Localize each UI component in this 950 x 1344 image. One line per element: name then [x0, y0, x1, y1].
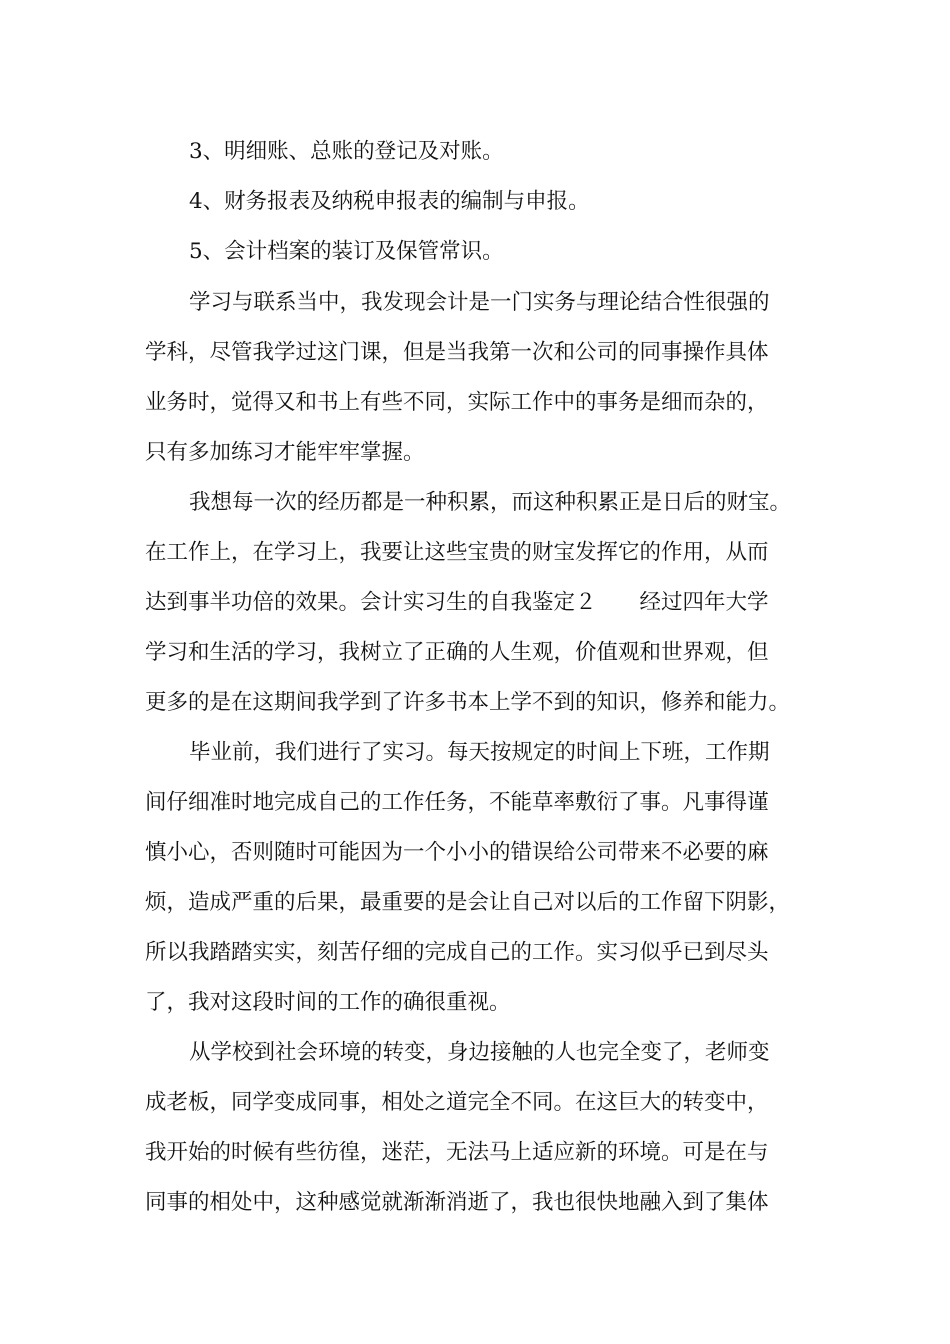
paragraph-line: 学习和生活的学习，我树立了正确的人生观，价值观和世界观，但: [145, 640, 769, 665]
paragraph-line: 更多的是在这期间我学到了许多书本上学不到的知识，修养和能力。: [145, 690, 791, 715]
paragraph-line: 间仔细准时地完成自己的工作任务，不能草率敷衍了事。凡事得谨: [145, 790, 769, 815]
paragraph-line: 毕业前，我们进行了实习。每天按规定的时间上下班，工作期: [189, 740, 770, 765]
paragraph-line: 同事的相处中，这种感觉就渐渐消逝了，我也很快地融入到了集体: [145, 1190, 769, 1215]
list-item-financial-statements: 4、财务报表及纳税申报表的编制与申报。: [189, 189, 590, 214]
paragraph-line: 烦，造成严重的后果，最重要的是会让自己对以后的工作留下阴影，: [145, 890, 791, 915]
paragraph-line: 达到事半功倍的效果。会计实习生的自我鉴定２ 经过四年大学: [145, 590, 769, 615]
paragraph-line: 业务时，觉得又和书上有些不同，实际工作中的事务是细而杂的，: [145, 390, 769, 415]
paragraph-line: 慎小心，否则随时可能因为一个小小的错误给公司带来不必要的麻: [145, 840, 769, 865]
paragraph-line: 在工作上，在学习上，我要让这些宝贵的财宝发挥它的作用，从而: [145, 540, 769, 565]
paragraph-line: 学习与联系当中，我发现会计是一门实务与理论结合性很强的: [189, 290, 770, 315]
paragraph-line: 成老板，同学变成同事，相处之道完全不同。在这巨大的转变中，: [145, 1090, 769, 1115]
paragraph-line: 学科，尽管我学过这门课，但是当我第一次和公司的同事操作具体: [145, 340, 769, 365]
list-item-ledger-reconciliation: 3、明细账、总账的登记及对账。: [189, 139, 504, 164]
paragraph-line: 我开始的时候有些彷徨，迷茫，无法马上适应新的环境。可是在与: [145, 1140, 769, 1165]
paragraph-line: 我想每一次的经历都是一种积累，而这种积累正是日后的财宝。: [189, 490, 792, 515]
paragraph-line: 只有多加练习才能牢牢掌握。: [145, 440, 425, 465]
paragraph-line: 了，我对这段时间的工作的确很重视。: [145, 990, 511, 1015]
paragraph-line: 所以我踏踏实实，刻苦仔细的完成自己的工作。实习似乎已到尽头: [145, 940, 769, 965]
list-item-archive-binding: 5、会计档案的装订及保管常识。: [189, 239, 504, 264]
paragraph-line: 从学校到社会环境的转变，身边接触的人也完全变了，老师变: [189, 1040, 770, 1065]
